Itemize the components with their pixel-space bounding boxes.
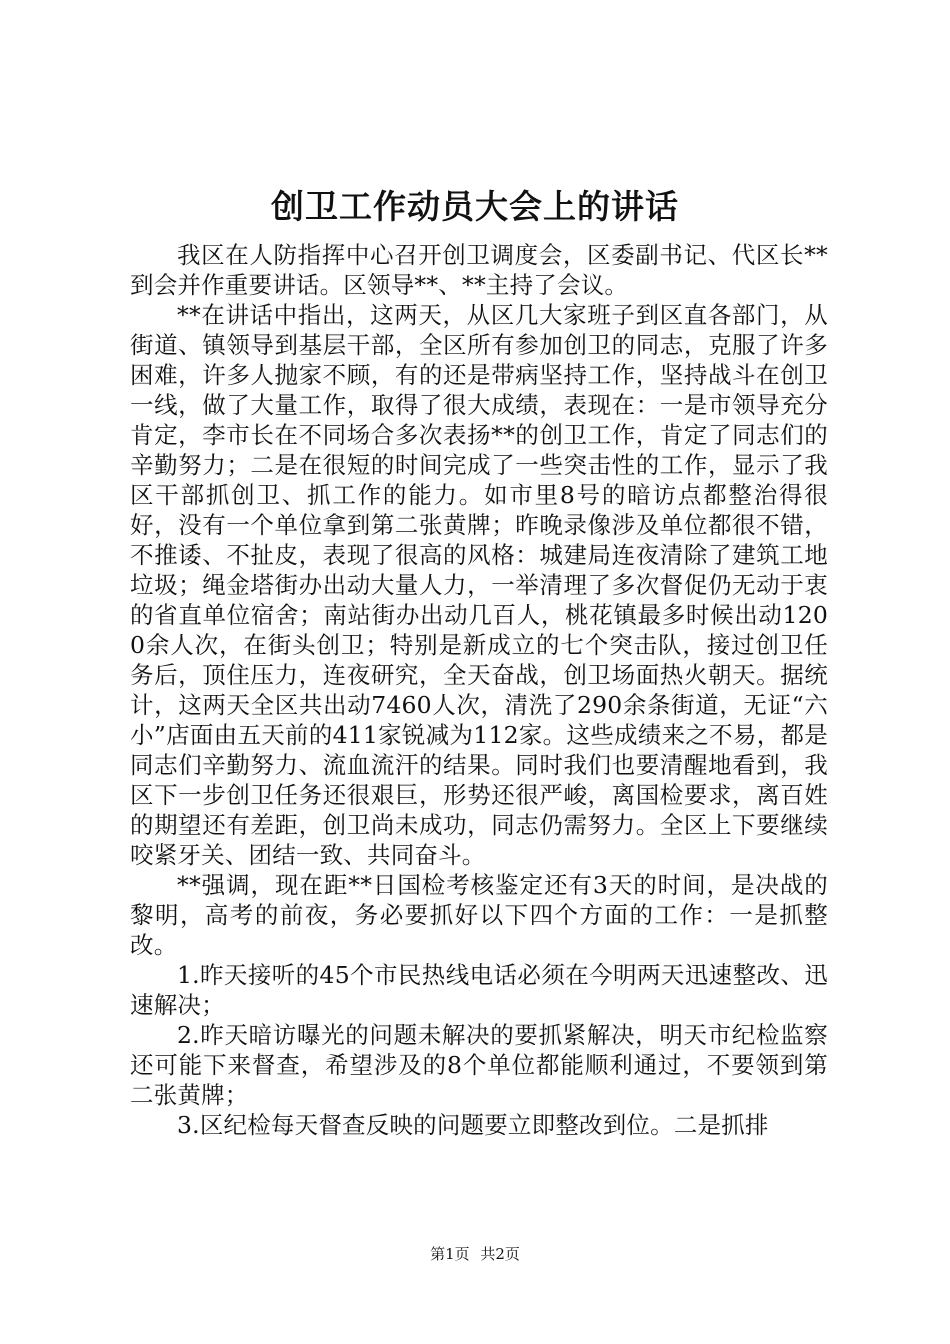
- paragraph: **在讲话中指出，这两天，从区几大家班子到区直各部门，从街道、镇领导到基层干部，全区所有参加创卫的同志，克服了许多困难，许多人抛家不顾，有的还是带病坚持工作，坚持战斗在创卫一线，做了大量工作，取得了很大成绩，表现在：一是市领导充分肯定，李市长在不同场合多次表扬**的创卫工作，肯定了同志们的辛勤努力；二是在很短的时间完成了一些突击性的工作，显示了我区干部抓创卫、抓工作的能力。如市里8号的暗访点都整治得很好，没有一个单位拿到第二张黄牌；昨晚录像涉及单位都很不错，不推诿、不扯皮，表现了很高的风格：城建局连夜清除了建筑工地垃圾；绳金塔街办出动大量人力，一举清理了多次督促仍无动于衷的省直单位宿舍；南站街办出动几百人，桃花镇最多时候出动1200余人次，在街头创卫；特别是新成立的七个突击队，接过创卫任务后，顶住压力，连夜研究，全天奋战，创卫场面热火朝天。据统计，这两天全区共出动7460人次，清洗了290余条街道，无证“六小”店面由五天前的411家锐减为112家。这些成绩来之不易，都是同志们辛勤努力、流血流汗的结果。同时我们也要清醒地看到，我区下一步创卫任务还很艰巨，形势还很严峻，离国检要求，离百姓的期望还有差距，创卫尚未成功，同志仍需努力。全区上下要继续咬紧牙关、团结一致、共同奋斗。: [130, 301, 828, 869]
- list-item: 3.区纪检每天督查反映的问题要立即整改到位。二是抓排: [177, 1111, 769, 1139]
- list-item: 2.昨天暗访曝光的问题未解决的要抓紧解决，明天市纪检监察还可能下来督查，希望涉及的8个单位都能顺利通过，不要领到第二张黄牌；: [130, 1021, 828, 1109]
- paragraph: **强调，现在距**日国检考核鉴定还有3天的时间，是决战的黎明，高考的前夜，务必要抓好以下四个方面的工作：一是抓整改。: [130, 871, 828, 959]
- document-title: 创卫工作动员大会上的讲话: [271, 187, 679, 226]
- page-footer: [0, 1244, 950, 1264]
- list-item: 1.昨天接听的45个市民热线电话必须在今明两天迅速整改、迅速解决；: [130, 961, 828, 1019]
- page-total: 共2页: [480, 1245, 520, 1263]
- document-body: [130, 240, 828, 1140]
- page-number: 第1页: [430, 1245, 470, 1263]
- paragraph: 我区在人防指挥中心召开创卫调度会，区委副书记、代区长**到会并作重要讲话。区领导**、**主持了会议。: [130, 241, 828, 299]
